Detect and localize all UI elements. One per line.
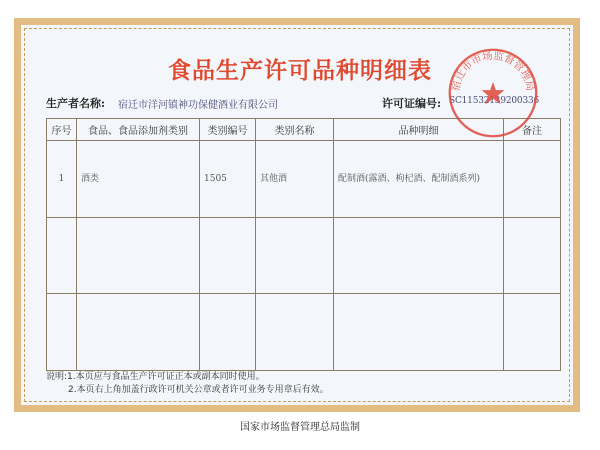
row-remarks	[504, 141, 560, 173]
row-index: 1	[58, 174, 65, 184]
table-row	[47, 294, 561, 371]
seal-text: 宿迁市市场监督管理局	[449, 49, 537, 93]
varieties-table	[46, 118, 561, 371]
row-category-name: 其他酒	[260, 174, 288, 184]
seal-star-icon	[482, 82, 505, 105]
header-index: 序号	[47, 119, 77, 141]
note-line-1: 说明:1.本页应与食品生产许可证正本或副本同时使用。	[46, 372, 265, 382]
row-category-code: 1505	[204, 174, 227, 184]
note-line-2: 2.本页右上角加盖行政许可机关公章或者许可业务专用章后有效。	[68, 385, 329, 395]
header-category-code: 类别编号	[200, 119, 256, 141]
producer-label: 生产者名称:	[46, 97, 106, 110]
table-row	[47, 217, 561, 294]
issuer-line: 国家市场监督管理总局监制	[240, 422, 360, 433]
license-number: SC11532139200336	[449, 96, 540, 106]
header-variety-details: 品种明细	[334, 119, 504, 141]
page-title: 食品生产许可品种明细表	[168, 57, 432, 84]
license-label: 许可证编号:	[382, 97, 442, 110]
header-category-name: 类别名称	[256, 119, 334, 141]
producer-name: 宿迁市洋河镇神功保健酒业有限公司	[118, 100, 278, 111]
row-variety-details: 配制酒(露酒、枸杞酒、配制酒系列)	[338, 174, 481, 184]
header-category: 食品、食品添加剂类别	[77, 119, 200, 141]
header-remarks: 备注	[504, 119, 561, 141]
row-category: 酒类	[81, 174, 100, 184]
official-seal-stamp	[446, 46, 540, 140]
table-row	[47, 141, 561, 218]
